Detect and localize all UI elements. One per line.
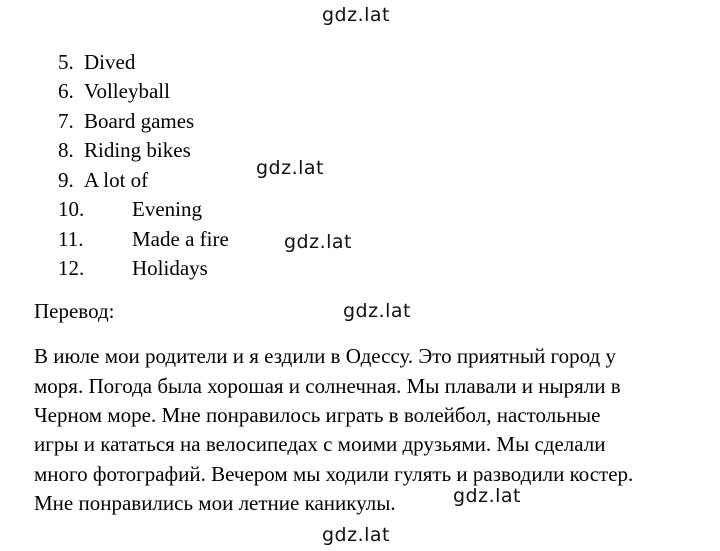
list-item-text: A lot of	[84, 168, 149, 192]
list-item-text: Riding bikes	[84, 138, 191, 162]
paragraph-line: Мне понравились мои летние каникулы.	[34, 491, 396, 515]
watermark: gdz.lat	[343, 300, 412, 322]
list-item-number: 5.	[58, 50, 74, 74]
list-item	[58, 109, 358, 133]
list-item	[58, 256, 358, 280]
list-item-number: 6.	[58, 79, 74, 103]
paragraph-line: много фотографий. Вечером мы ходили гулять и разводили костер.	[34, 462, 634, 486]
watermark-top: gdz.lat	[322, 4, 391, 26]
watermark: gdz.lat	[256, 157, 325, 179]
watermark: gdz.lat	[453, 485, 522, 507]
paragraph-line: игры и кататься на велосипедах с моими друзьями. Мы сделали	[34, 432, 606, 456]
list-item-number: 8.	[58, 138, 74, 162]
translation-heading: Перевод:	[34, 299, 115, 323]
list-item-text: Evening	[132, 197, 202, 221]
list-item-text: Made a fire	[132, 227, 229, 251]
list-item	[58, 79, 358, 103]
paragraph-line: моря. Погода была хорошая и солнечная. Мы плавали и ныряли в	[34, 374, 621, 398]
list-item	[58, 227, 358, 251]
list-item-number: 12.	[58, 256, 85, 280]
list-item-number: 10.	[58, 197, 85, 221]
list-item	[58, 50, 358, 74]
list-item-number: 9.	[58, 168, 74, 192]
list-item	[58, 197, 358, 221]
watermark-bottom: gdz.lat	[322, 524, 391, 546]
list-item	[58, 138, 358, 162]
list-item-text: Volleyball	[84, 79, 170, 103]
list-item-text: Board games	[84, 109, 195, 133]
list-item	[58, 168, 358, 192]
list-item-number: 11.	[58, 227, 84, 251]
list-item-number: 7.	[58, 109, 74, 133]
paragraph-line: Черном море. Мне понравилось играть в волейбол, настольные	[34, 403, 601, 427]
paragraph-line: В июле мои родители и я ездили в Одессу. Это приятный город у	[34, 344, 616, 368]
list-item-text: Holidays	[132, 256, 208, 280]
watermark: gdz.lat	[284, 231, 353, 253]
list-item-text: Dived	[84, 50, 136, 74]
